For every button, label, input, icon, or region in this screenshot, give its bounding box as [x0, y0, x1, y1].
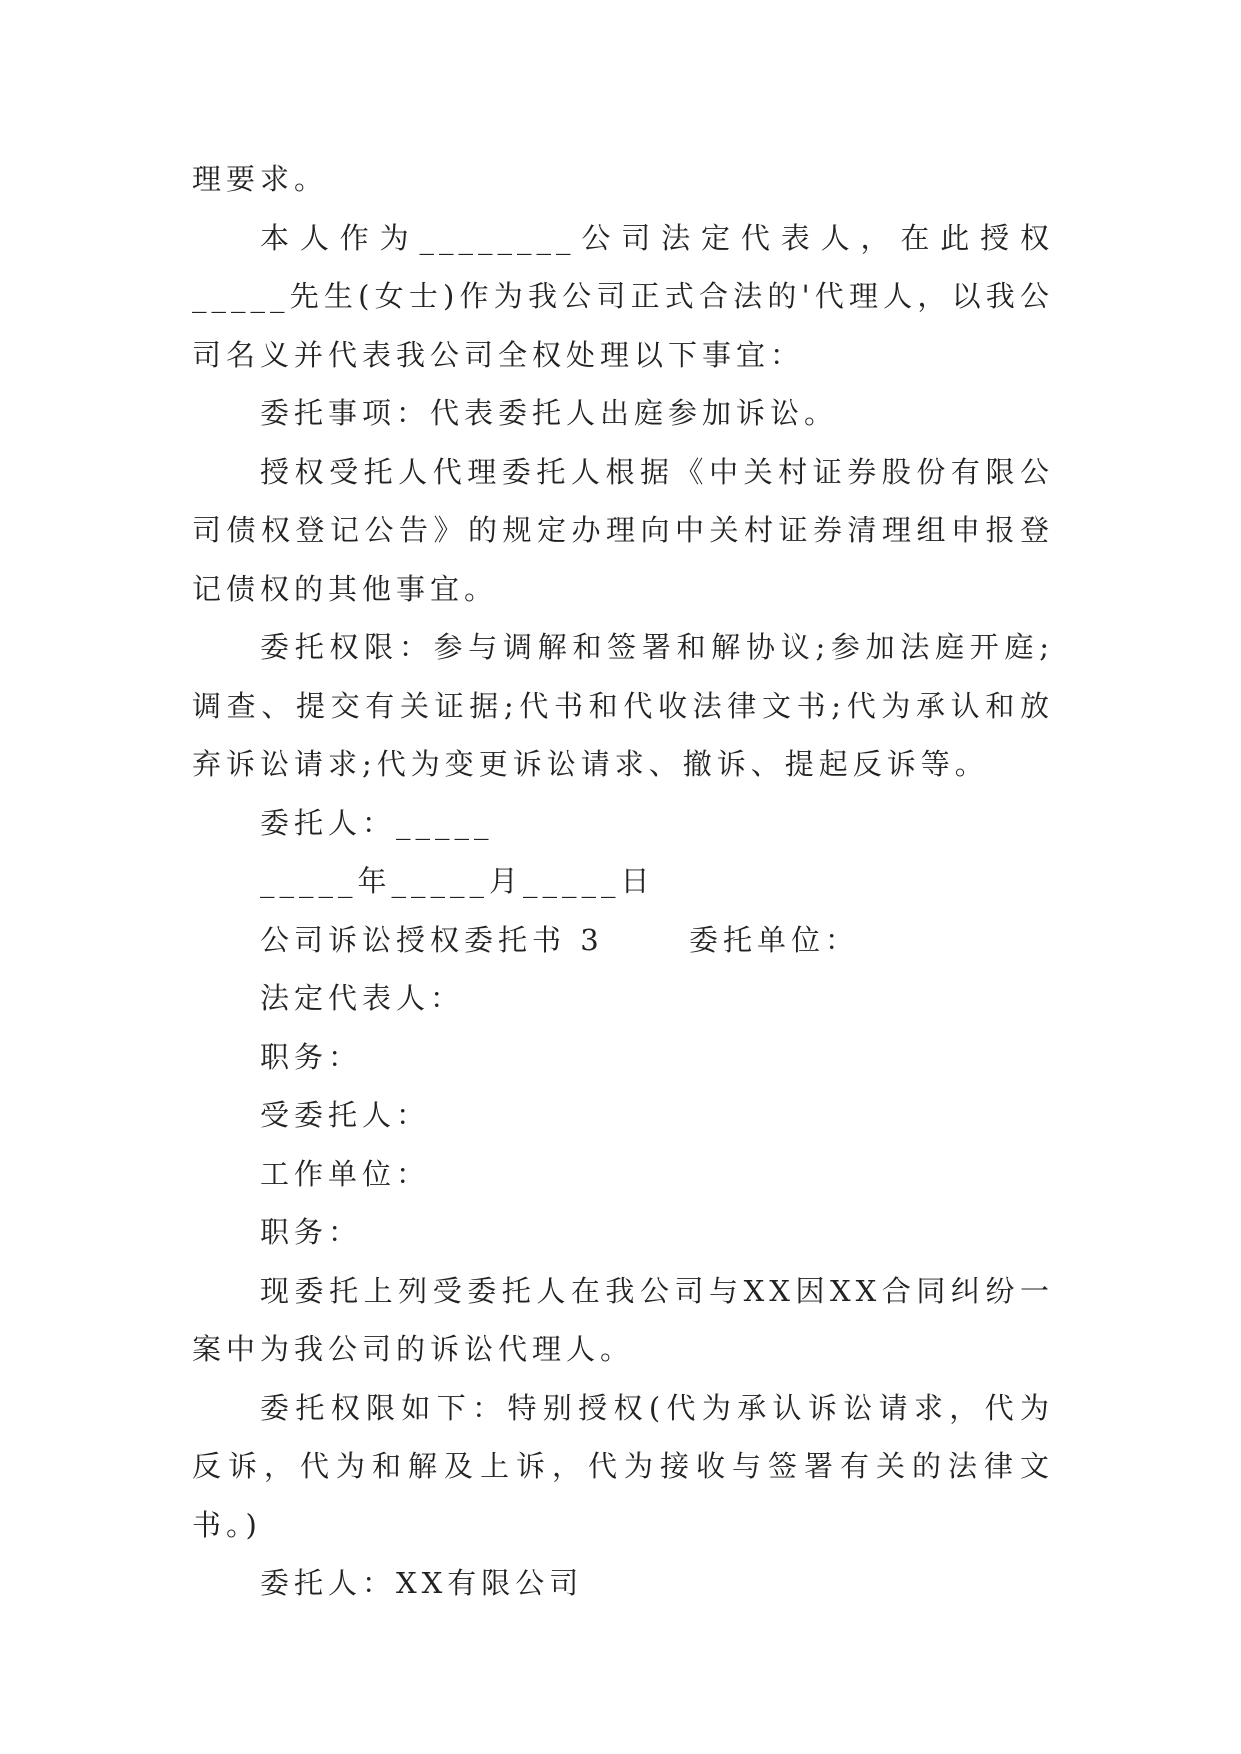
paragraph-appointment: 现委托上列受委托人在我公司与XX因XX合同纠纷一案中为我公司的诉讼代理人。: [192, 1273, 1054, 1366]
field-legal-representative: 法定代表人：: [260, 981, 465, 1015]
field-trustee: 受委托人：: [260, 1098, 431, 1132]
field-work-unit: 工作单位：: [260, 1156, 431, 1191]
paragraph-agent-authorization: 授权受托人代理委托人根据《中关村证券股份有限公司债权登记公告》的规定办理向中关村证券清理组申报登记债权的其他事宜。: [192, 454, 1054, 606]
field-position-2: 职务：: [260, 1215, 363, 1249]
paragraph-special-authority: 委托权限如下：特别授权(代为承认诉讼请求，代为反诉，代为和解及上诉，代为接收与签署有关的法律文书。): [192, 1390, 1054, 1542]
paragraph-principal-signature: 委托人：_____: [260, 805, 494, 840]
paragraph-authorization-statement: 本人作为________公司法定代表人，在此授权_____先生(女士)作为我公司正式合法的'代理人，以我公司名义并代表我公司全权处理以下事宜：: [192, 220, 1054, 372]
paragraph-principal-company: 委托人：XX有限公司: [260, 1566, 584, 1600]
paragraph-continuation: 理要求。: [192, 162, 329, 196]
paragraph-date-line: _____年_____月_____日: [260, 864, 655, 898]
field-position: 职务：: [260, 1039, 363, 1074]
paragraph-section-heading: 公司诉讼授权委托书 3 委托单位：: [260, 922, 859, 957]
document-body: [192, 150, 1054, 1613]
paragraph-entrusted-matter: 委托事项：代表委托人出庭参加诉讼。: [260, 396, 839, 430]
paragraph-authority-scope: 委托权限：参与调解和签署和解协议;参加法庭开庭;调查、提交有关证据;代书和代收法律文书;代为承认和放弃诉讼请求;代为变更诉讼请求、撤诉、提起反诉等。: [192, 630, 1054, 781]
